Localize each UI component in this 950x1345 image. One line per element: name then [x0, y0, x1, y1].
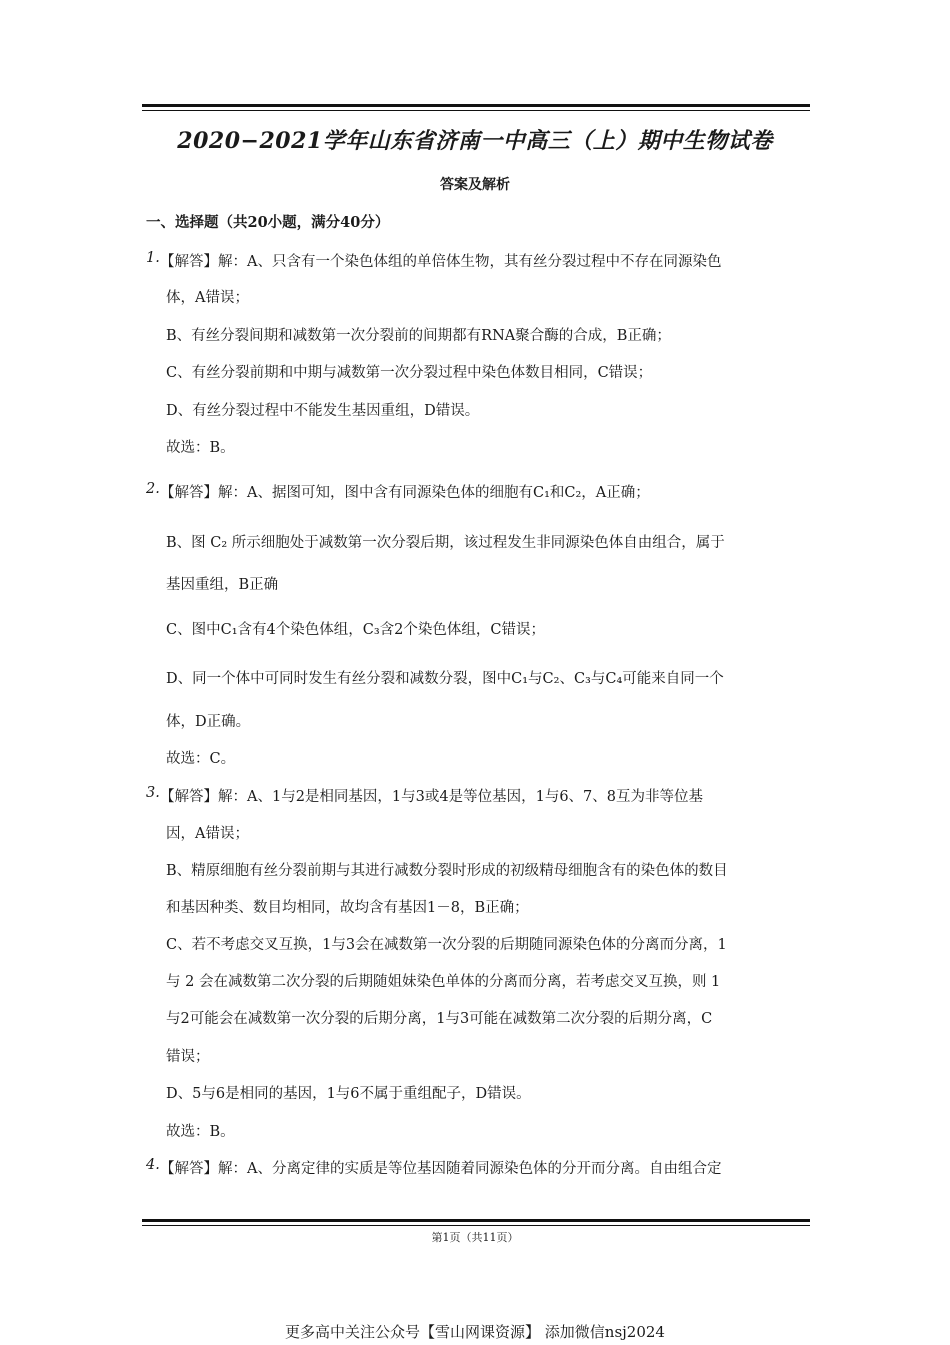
page-number: 第1页（共11页） — [431, 1231, 519, 1244]
question-number: 3. — [146, 785, 160, 801]
answer-line: 和基因种类、数目均相同，故均含有基因1－8，B正确； — [166, 900, 529, 916]
answer-choice: 故选：C。 — [166, 751, 236, 767]
promo-footer: 更多高中关注公众号【雪山网课资源】 添加微信nsj2024 — [285, 1323, 665, 1341]
answer-line: C、有丝分裂前期和中期与减数第一次分裂过程中染色体数目相同，C错误； — [166, 365, 653, 381]
answer-line: 【解答】解：A、据图可知，图中含有同源染色体的细胞有C₁和C₂，A正确； — [160, 485, 650, 501]
question-number: 4. — [146, 1157, 160, 1173]
answer-line: D、有丝分裂过程中不能发生基因重组，D错误。 — [166, 403, 480, 419]
answer-line: 因，A错误； — [166, 826, 249, 842]
answer-line: 【解答】解：A、分离定律的实质是等位基因随着同源染色体的分开而分离。自由组合定 — [160, 1161, 722, 1177]
bottom-rule-thin — [142, 1225, 810, 1226]
answer-line: B、精原细胞有丝分裂前期与其进行减数分裂时形成的初级精母细胞含有的染色体的数目 — [166, 863, 728, 879]
answer-line: D、同一个体中可同时发生有丝分裂和减数分裂，图中C₁与C₂、C₃与C₄可能来自同一个 — [166, 671, 724, 687]
question-number: 1. — [146, 250, 160, 266]
answer-line: 【解答】解：A、只含有一个染色体组的单倍体生物，其有丝分裂过程中不存在同源染色 — [160, 254, 722, 270]
answer-line: 与2可能会在减数第一次分裂的后期分离，1与3可能在减数第二次分裂的后期分离，C — [166, 1011, 713, 1027]
page-subtitle: 答案及解析 — [440, 177, 510, 193]
answer-line: 基因重组，B正确 — [166, 577, 279, 593]
answer-line: 体，A错误； — [166, 290, 249, 306]
section-heading: 一、选择题（共20小题，满分40分） — [146, 214, 390, 231]
answer-line: D、5与6是相同的基因，1与6不属于重组配子，D错误。 — [166, 1086, 531, 1102]
answer-line: 错误； — [166, 1049, 210, 1065]
answer-line: 体，D正确。 — [166, 714, 251, 730]
answer-line: C、图中C₁含有4个染色体组，C₃含2个染色体组，C错误； — [166, 622, 545, 638]
answer-line: C、若不考虑交叉互换，1与3会在减数第一次分裂的后期随同源染色体的分离而分离，1 — [166, 937, 727, 953]
answer-line: B、图 C₂ 所示细胞处于减数第一次分裂后期，该过程发生非同源染色体自由组合，属于 — [166, 535, 725, 551]
top-rule-thick — [142, 104, 810, 107]
question-number: 2. — [146, 481, 160, 497]
top-rule-thin — [142, 110, 810, 111]
bottom-rule-thick — [142, 1219, 810, 1222]
answer-choice: 故选：B。 — [166, 1124, 235, 1140]
answer-line: B、有丝分裂间期和减数第一次分裂前的间期都有RNA聚合酶的合成，B正确； — [166, 328, 671, 344]
answer-line: 【解答】解：A、1与2是相同基因，1与3或4是等位基因，1与6、7、8互为非等位基 — [160, 789, 703, 805]
answer-line: 与 2 会在减数第二次分裂的后期随姐妹染色单体的分离而分离，若考虑交叉互换，则 1 — [166, 974, 721, 990]
page-title: 2020−2021学年山东省济南一中高三（上）期中生物试卷 — [177, 128, 773, 154]
answer-choice: 故选：B。 — [166, 440, 235, 456]
